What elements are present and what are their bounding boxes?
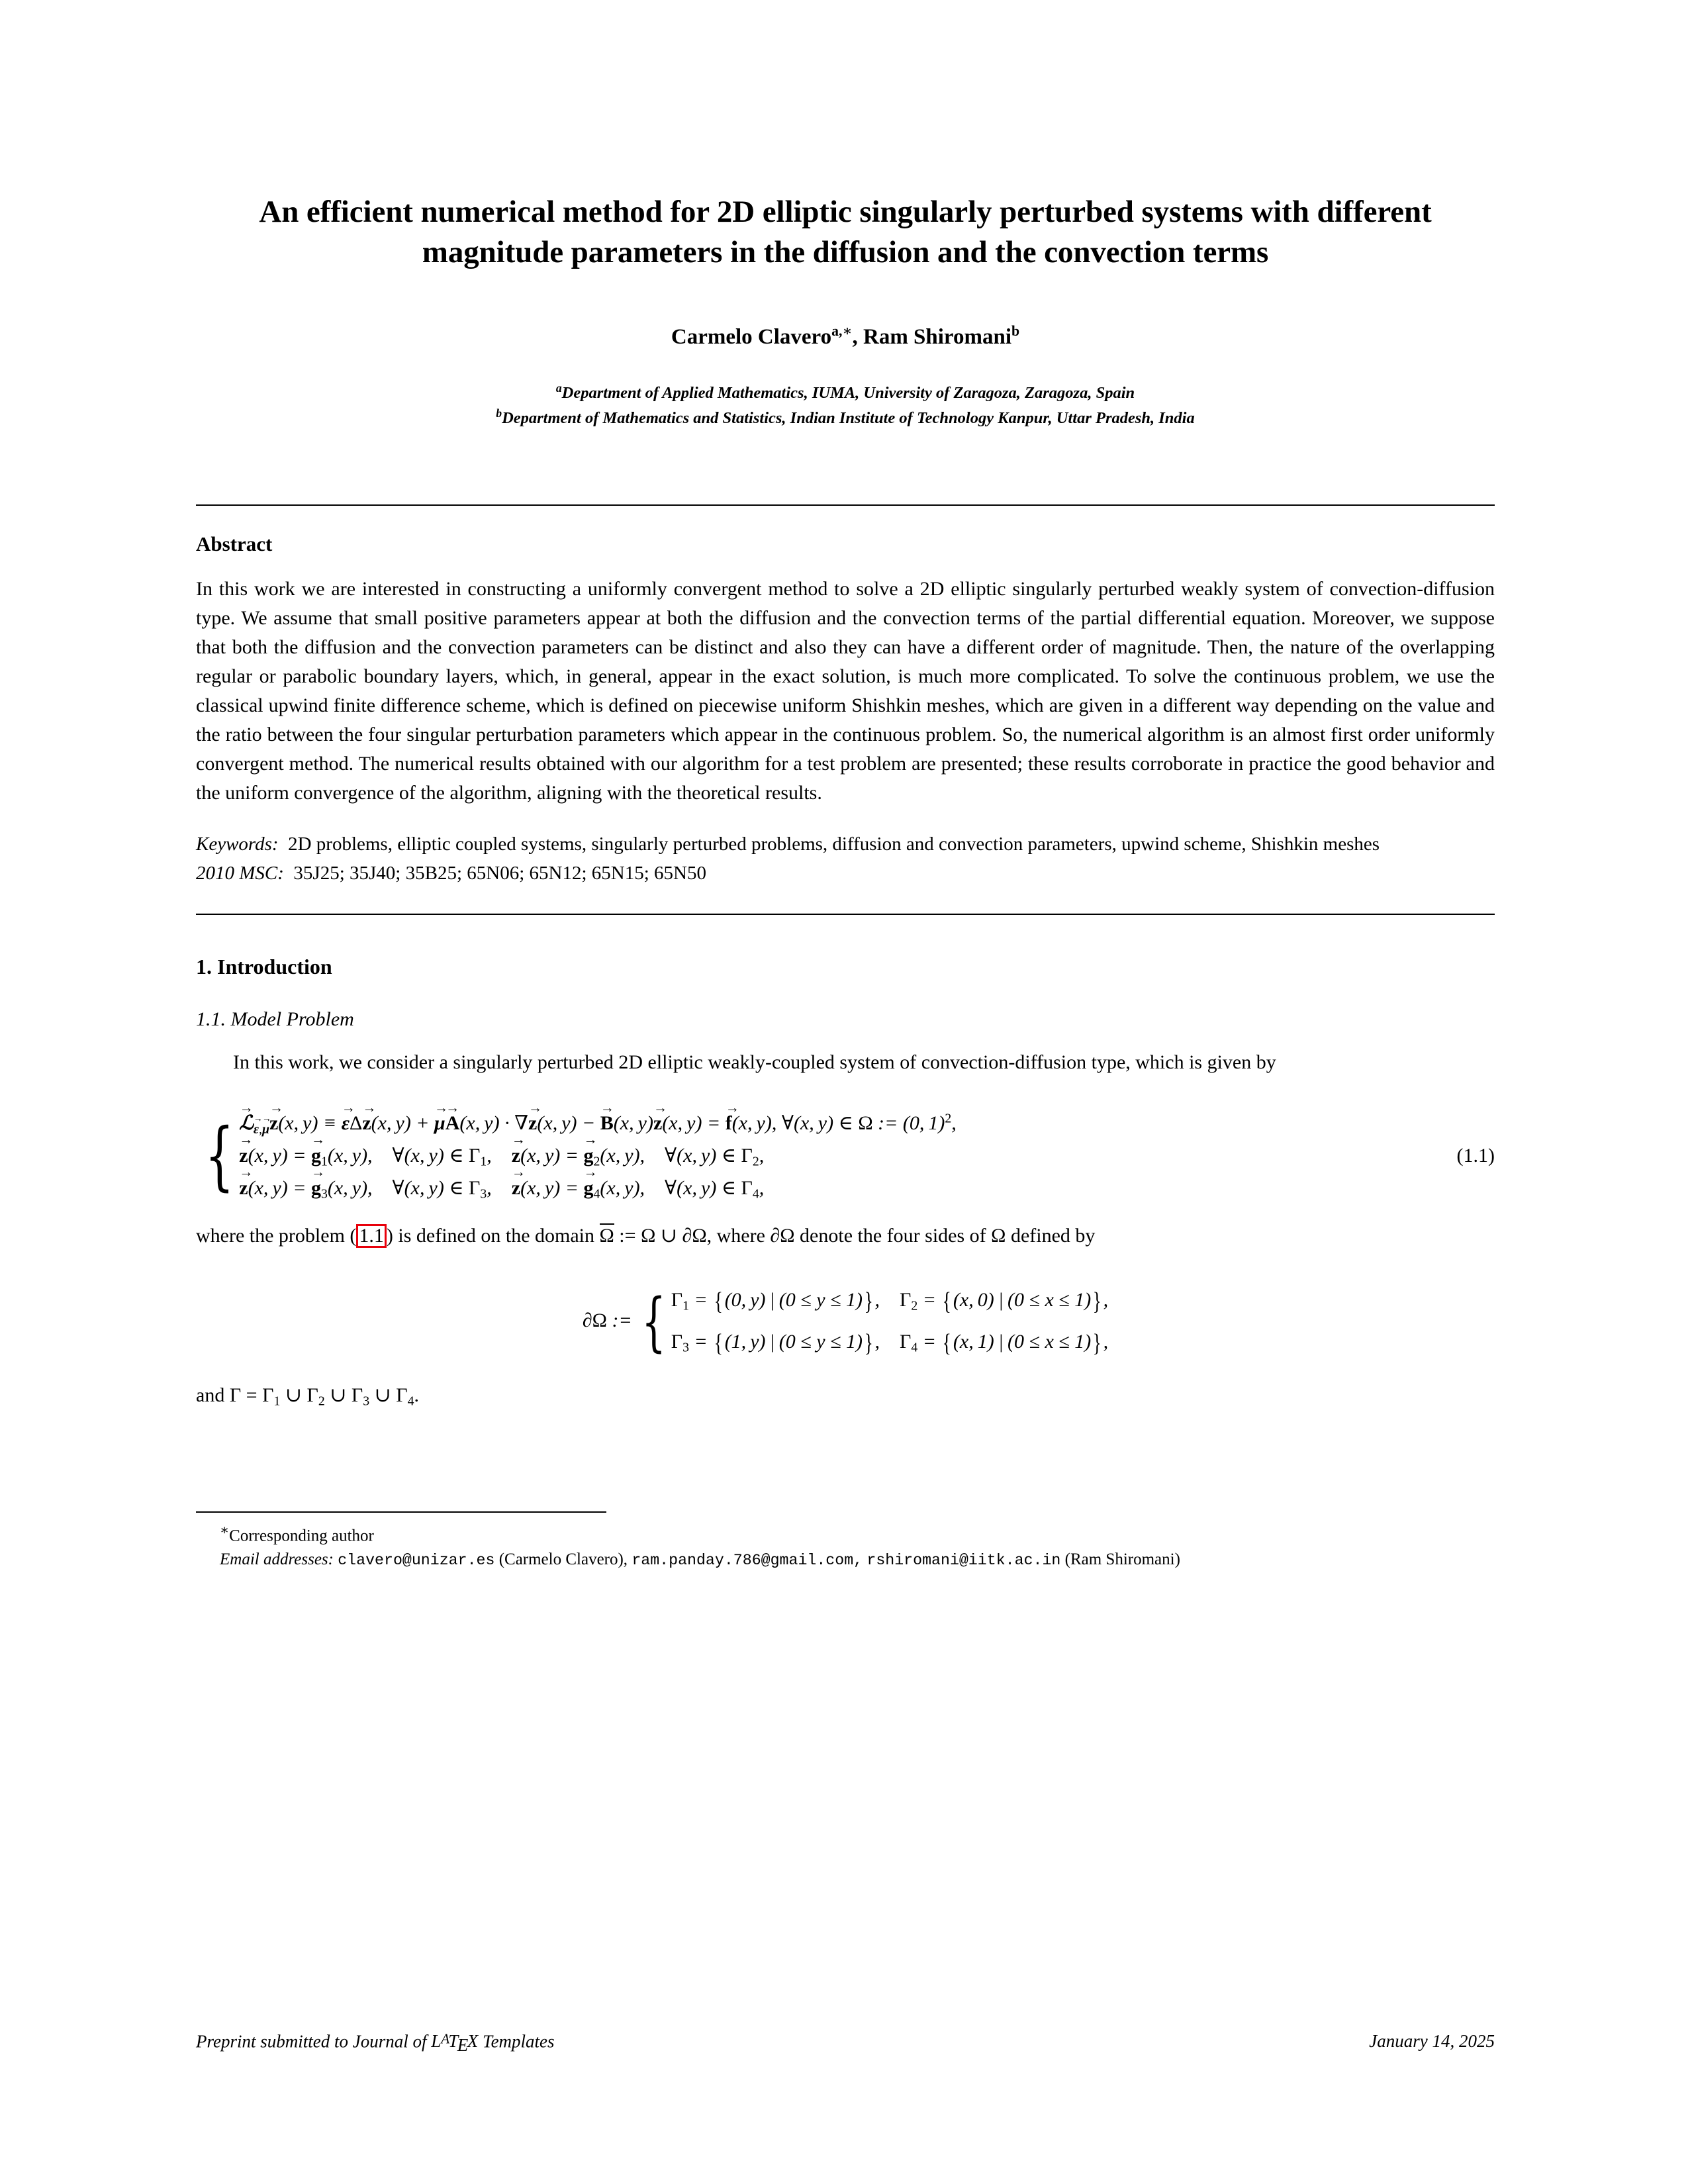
page-content [196,0,1495,1572]
affiliation-b [196,405,1495,430]
footnote-rule [196,1511,606,1513]
equation-boundary-row-1: $\Gamma_1 = \{(0$, y) | (0 ≤ y ≤ 1)}, $\Gamma_2 = \{(x$, 0) | (0 ≤ x ≤ 1)}, [671,1288,1109,1316]
footnote-email-addresses [196,1548,1495,1572]
abstract-body: In this work we are interested in constructing a uniformly convergent method to solve a 2D elliptic singularly perturbed weakly system of convection-diffusion type. We assume that small positive parameters appear at both the diffusion and the convection terms of the partial differential equation. Moreover, we suppose that both the diffusion and the convection parameters can be distinct and also they can have a different order of magnitude. Then, the nature of the overlapping regular or parabolic boundary layers, which, in general, appear in the exact solution, is much more complicated. To solve the continuous problem, we use the classical upwind finite difference scheme, which is defined on piecewise uniform Shishkin meshes, which are given in a different way depending on the value and the ratio between the four singular perturbation parameters which appear in the continuous problem. So, the numerical algorithm is an almost first order uniformly convergent method. The numerical results obtained with our algorithm for a test problem are presented; these results corroborate in practice the good behavior and the uniform convergence of the algorithm, aligning with the theoretical results. [196,577,1495,804]
equation-1-1-line-3: → z(x, y) = → $g_3(x$, y), ∀(x, y) ∈ $\Gamma_3$, → z(x, y) = → $g_4(x$, y), ∀(x, y) ∈ $\Gamma_4$, [239,1163,765,1202]
email-1-owner: (Carmelo Clavero), [498,1550,628,1569]
footer-journal-post: Templates [478,2031,555,2052]
equation-1-1-number: (1.1) [1456,1145,1495,1167]
author-2-affil-marker: b [1011,323,1020,340]
latex-logo: L $^A$TEX [431,2031,479,2056]
gamma-union-line: and $\Gamma = \Gamma_1$ ∪ $\Gamma_2$ ∪ $\Gamma_3$ ∪ $\Gamma_4$. [196,1384,419,1409]
msc-label: 2010 MSC: [196,863,284,884]
email-link-1[interactable]: clavero@unizar.es [338,1552,495,1570]
footer-left [196,2031,555,2056]
affiliation-a [196,380,1495,405]
footer-date: January 14, 2025 [1369,2031,1495,2051]
msc-value: 35J25; 35J40; 35B25; 65N06; 65N12; 65N15; 65N50 [293,863,706,884]
keywords-label: Keywords: [196,833,279,855]
author-list [196,323,1495,350]
equation-boundary-rows [671,1281,1108,1363]
footnote-asterisk-marker: ∗ [220,1522,230,1539]
equation-brace-left: { [205,1112,234,1199]
equation-boundary-lhs: ∂Ω := [582,1309,632,1332]
equation-boundary-definition [196,1281,1495,1363]
author-1-name: Carmelo Clavero [671,325,832,350]
footnote-content [196,1521,1495,1572]
equation-1-1-line-1: → ℒ $_{\to \varepsilon, \to \mu}$ → z(x, y) ≡ → εΔ → z(x, y) + → μ → A(x, y) · ∇ → z(x, y) − → B(x, y) → z(x, y) = → f(x, y), ∀(x, y) ∈ Ω := (0, 1)$^2$, [239,1099,957,1137]
footer-journal-pre: Preprint submitted to Journal of [196,2031,432,2052]
equation-reference-link[interactable]: 1.1 [356,1224,387,1248]
footnote-email-label: Email addresses: [220,1550,334,1569]
keywords-line [196,830,1495,858]
affiliation-block [196,380,1495,430]
email-link-2[interactable]: ram.panday.786@gmail.com, [632,1552,863,1570]
footnote-corresponding-text: Corresponding author [229,1527,374,1545]
section-heading-introduction: 1. Introduction [196,955,332,979]
affiliation-b-marker: b [496,406,502,420]
equation-1-1 [196,1099,1495,1204]
abstract-top-rule [196,504,1495,506]
footnote-block [196,1511,1495,1572]
author-separator: , Ram Shiromani [852,325,1011,350]
affiliation-a-text: Department of Applied Mathematics, IUMA, University of Zaragoza, Zaragoza, Spain [561,384,1135,403]
email-link-3[interactable]: rshiromani@iitk.ac.in [867,1552,1061,1570]
intro-paragraph: In this work, we consider a singularly perturbed 2D elliptic weakly-coupled system of convection-diffusion type, which is given by [233,1051,1276,1074]
page-footer [196,2031,1495,2056]
equation-1-1-line-2: → z(x, y) = → $g_1(x$, y), ∀(x, y) ∈ $\Gamma_1$, → z(x, y) = → $g_2(x$, y), ∀(x, y) ∈ $\Gamma_2$, [239,1131,765,1169]
footnote-corresponding-author [196,1521,1495,1548]
author-1-affil-marker: a,∗ [831,323,853,340]
after-eq-text-2: ) is defined on the domain Ω := Ω ∪ ∂Ω, where ∂Ω denote the four sides of Ω defined by [386,1225,1096,1247]
after-eq-text-1: where the problem ( [196,1225,357,1247]
email-3-owner: (Ram Shiromani) [1064,1550,1180,1569]
abstract-bottom-rule [196,914,1495,915]
keywords-value: 2D problems, elliptic coupled systems, singularly perturbed problems, diffusion and convection parameters, upwind scheme, Shishkin meshes [288,833,1380,855]
subsection-heading-model-problem: 1.1. Model Problem [196,1008,354,1031]
equation-boundary-row-2: $\Gamma_3 = \{(1$, y) | (0 ≤ y ≤ 1)}, $\Gamma_4 = \{(x$, 1) | (0 ≤ x ≤ 1)}, [671,1329,1109,1357]
paragraph-after-equation [196,1221,1495,1251]
msc-line [196,859,1495,887]
equation-boundary-brace: { [641,1285,666,1360]
abstract-heading: Abstract [196,532,273,555]
affiliation-a-marker: a [555,381,562,395]
affiliation-b-text: Department of Mathematics and Statistics, Indian Institute of Technology Kanpur, Uttar Pradesh, India [502,409,1195,428]
equation-1-1-rows [239,1099,957,1204]
page-title: An efficient numerical method for 2D elliptic singularly perturbed systems with different magnitude parameters in the diffusion and the convection terms [259,195,1432,270]
